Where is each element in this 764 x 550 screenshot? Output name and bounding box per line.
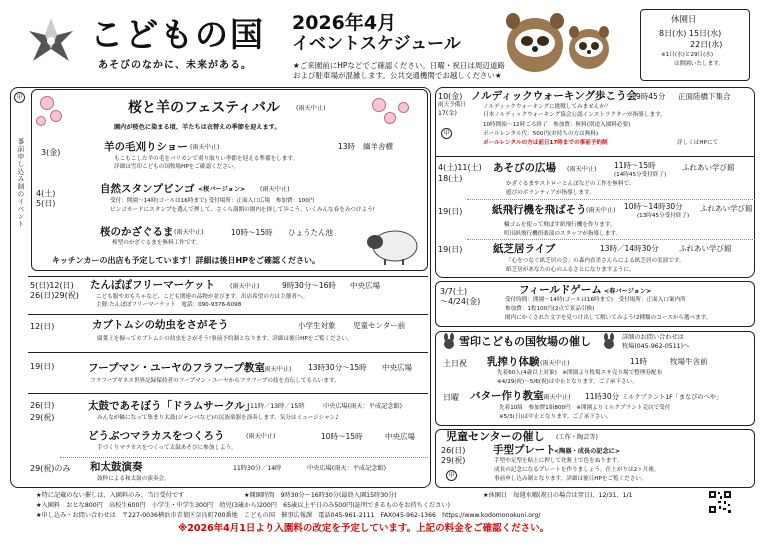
title-sub: イベントスケジュール	[292, 34, 461, 54]
field-d2: 参加費：1枚100円(2点で景品引換)	[505, 306, 595, 312]
row6-date: 29(祝)のみ	[30, 464, 71, 473]
farm-e1-d2: ※4/29(祝)～5/6(祝)は中止となります。ご了承下さい。	[497, 379, 638, 385]
fest-ev1-date: 3(金)	[41, 148, 61, 157]
row5-d1: 手づくりマラカスをつくって太鼓あそびに参加しよう。	[97, 445, 237, 451]
fest-kitchen: キッチンカーの出店も予定しています！詳細は後日HPをご確認ください。	[52, 256, 320, 265]
farm-e2-d2: ※5/3(日)は中止となります。ご了承下さい。	[499, 414, 612, 420]
center-title: 児童センターの催し	[446, 430, 545, 443]
row1-d2: 主催:たんぽぽフリーマーケット 電話：090-9376-6098	[96, 302, 242, 308]
farm-e2-place: ミルクプラント1F「まなびのへや」	[622, 394, 723, 401]
fest-ev1-d2: 詳細は雪印こどもの国牧場HPをご確認ください。	[114, 164, 240, 170]
play-sub: (14時45分受付終了)	[614, 172, 667, 178]
live-d2: 紙芝居があなたの心のふるさとになりますように。	[506, 267, 635, 273]
walk-d3: 10時開始～12時ごろ終了 参加費：無料(別途入園料必要)	[483, 122, 631, 128]
footer-l1b: ★開園時間 9時30分～16時30分(最終入園15時30分)	[244, 492, 397, 499]
fest-ev3-rain: (雨天中止)	[174, 229, 204, 236]
play-d1: かざぐるまやストローとんぼなどの工作を無料で、	[506, 181, 635, 187]
festival-rain: (雨天中止)	[296, 105, 326, 112]
walk-d4: ポールレンタル代：500円(お持ちの方は無料)	[483, 131, 599, 137]
field-title: フィールドゲーム	[519, 284, 602, 296]
row1-time: 9時30分～16時	[282, 281, 336, 290]
play-rain: (雨天中止)	[567, 166, 597, 173]
right-marker-icon: 申	[441, 128, 452, 139]
plane-d2: 町田紙飛行機倶楽部のスタッフが指導します。	[504, 231, 622, 237]
row2-place: 児童センター前	[353, 321, 406, 330]
live-title: 紙芝居ライブ	[493, 243, 556, 255]
holiday-line1: 8日(水) 15日(水)	[659, 29, 722, 38]
fest-ev2-title: 自然スタンプビンゴ	[100, 183, 195, 195]
row2-time: 小学生対象	[298, 321, 336, 330]
row6-place: 中央広場(雨天：平成記念館)	[307, 465, 387, 472]
notice-line1: ★ご来園前にHPなどでご確認ください。日曜・祝日は周辺道路	[293, 61, 505, 70]
holiday-line2: 22日(水)	[690, 40, 723, 49]
festival-box	[31, 89, 428, 271]
row1-date: 5(日)12(日)	[30, 281, 74, 290]
farm-e1-rain: (雨天中止)	[540, 360, 570, 367]
qr-code-icon	[708, 490, 732, 514]
center-date2: 29(祝)	[441, 456, 466, 465]
walk-d5: ポールレンタルの方は前日17時までの事前予約制	[483, 140, 608, 146]
walk-date: 10(金)	[438, 92, 463, 101]
center-date: 26(日)	[441, 446, 466, 455]
fest-ev2-date1: 4(土)	[36, 189, 56, 198]
plane-title: 紙飛行機を飛ばそう	[492, 204, 587, 216]
row5-rain: (雨天中止)	[246, 433, 276, 440]
row2-d1: 腐葉土を掘ってカブトムシの幼虫をさがそう!事前予約制となります。詳細は後日HPをご覧ください。	[97, 336, 353, 342]
row3-date: 19(日)	[30, 362, 55, 371]
walk-place: 正面陸橋下集合	[678, 92, 731, 101]
live-date: 19(日)	[438, 245, 463, 254]
play-date2: 18(土)	[438, 174, 463, 183]
fest-ev2-d2: ビンゴカードにスタンプを選んで押して、さくら満開の園内を探して歩こう。いくみんな春をみつけよう!	[110, 207, 375, 213]
walk-d2: 日本ノルディックウォーキング協会公認インストラクターが指導します。	[483, 112, 666, 118]
walk-title: ノルディックウォーキング歩こう会	[471, 90, 638, 102]
row1-place: 中央広場	[350, 281, 380, 290]
farm-e2-title: バター作り教室	[470, 390, 544, 402]
fest-ev1-title: 羊の毛刈りショー	[104, 141, 188, 153]
field-tag: <春バージョン>	[604, 288, 652, 295]
center-d3: 事前申し込み制となります。詳細は後日HPをご覧ください。	[494, 476, 647, 482]
field-d3: 園内にかくされた文字を見つけ出して解いてみよう!2種類のコースから選べます。	[505, 315, 712, 321]
sheep-icon	[365, 226, 421, 266]
footer-l3: ★申し込み・お問い合わせは 〒227-0036横浜市青葉区奈良町700番地 こどもの国 催事広報課 電話045-961-2111 FAX045-962-1366 https://www.kodomonokuni.org/	[36, 512, 541, 519]
sidebar-vertical-label: 事前申し込み制のイベント	[16, 138, 25, 228]
holiday-box	[640, 9, 750, 81]
festival-desc: 園内が桜色に染まる頃、羊たちは衣替えの季節を迎えます。	[114, 124, 281, 131]
row6-time: 11時30分／14時	[233, 465, 282, 472]
fest-ev1-place: 緬羊舎横	[363, 142, 393, 151]
row1-date2: 26(日)29(祝)	[30, 291, 79, 300]
tagline: あそびのなかに、未来がある。	[98, 60, 252, 71]
play-d2: 遊びのボランティアが指導します。	[506, 190, 595, 196]
row4-d1: みんなが輪になって集まり太鼓(ジャンベなど)の民族楽器を演奏します。気分はミュージシャン♪	[97, 415, 339, 421]
walk-d6: 詳しくはHPにて	[677, 140, 719, 146]
row3-rain: (雨天中止)	[262, 366, 292, 373]
center-tag: <陶器・成長の記念に>	[554, 448, 621, 455]
logo-star-icon	[27, 17, 75, 65]
farm-e1-time: 11時	[630, 357, 648, 366]
play-place: ふれあい学び館	[682, 163, 735, 172]
center-sub: (工作・陶芸等)	[556, 434, 598, 441]
field-d1: 受付時間：開園～14時(ゴールは16時まで) 受付場所：正面入口案内所	[505, 297, 686, 303]
row5-place: 中央広場	[385, 432, 415, 441]
row4-title: 太鼓であそぼう「ドラムサークル」	[88, 400, 256, 412]
center-ev: 手型プレート	[493, 444, 556, 456]
fest-ev2-d1: 受付：開園～14時(ゴールは16時まで) 受付場所：正面入口広場 参加費：100円	[110, 198, 315, 204]
row5-time: 10時～15時	[321, 432, 363, 441]
field-date: 3/7(土)	[440, 287, 468, 296]
plane-d1: 輪ゴムを使って飛ばす紙飛行機を作ります。	[504, 222, 616, 228]
center-d1: 手型や足型を粘土に押して化粧土で色をぬります。	[494, 458, 623, 464]
row4-time: 11時／13時／15時	[250, 403, 305, 410]
row4-date2: 29(祝)	[30, 413, 55, 422]
row3-time: 13時30分～15時	[308, 363, 367, 372]
fest-ev1-d1: もこもこした羊の毛をバリカンで刈り取りい季節を迎える準備をします。	[114, 156, 299, 162]
farm-e1-place: 牧場牛舎前	[670, 357, 708, 366]
footer-l2: ★入園料 おとな800円 高校生600円 小学生・中学生300円 幼児(3歳から)200円 65歳以上平日のみ500円(証明できるものをお持ちください)	[36, 502, 450, 509]
play-time: 11時～15時	[614, 161, 656, 170]
plane-rain: (雨天中止)	[586, 207, 616, 214]
row5-title: どうぶつマラカスをつくろう	[88, 430, 225, 442]
row1-d1: こども服やおもちゃなど、こども関連の品物が並びます。出店希望の方は主催者へ。	[96, 294, 309, 300]
row2-title: カブトムシの幼虫をさがそう	[92, 319, 229, 331]
fest-ev3-place: ひょうたん池	[288, 228, 333, 237]
farm-e2-d1: 先着10組 参加費1組800円 ※開園よりミルクプラント売店で受付	[499, 405, 671, 411]
row3-place: 中央広場	[382, 363, 412, 372]
plane-time: 10時～14時30分	[624, 202, 683, 211]
festival-title: 桜と羊のフェスティバル	[128, 100, 280, 116]
row3-title: フープマン・ユーヤのフラフープ教室	[88, 362, 265, 374]
row6-title: 和太鼓演奏	[90, 461, 143, 473]
walk-sub2: 17(金)	[438, 110, 457, 117]
fest-ev2-rain: (雨天中止)	[260, 186, 290, 193]
title-year: 2026年4月	[292, 12, 397, 34]
row4-place: 中央広場(雨天：平成記念館)	[323, 403, 403, 410]
farm-title: 雪印こどもの国牧場の催し	[459, 335, 591, 348]
play-date: 4(土)11(土)	[438, 163, 482, 172]
tanuki-mascot-icon	[497, 5, 617, 75]
farm-info2: 牧場(045-962-0511)へ	[622, 343, 690, 350]
holiday-note1: ※1日(水)と29日(水)	[661, 52, 714, 58]
live-time: 13時／14時30分	[600, 244, 659, 253]
walk-time: 9時45分	[636, 92, 666, 101]
fest-ev1-rain: (雨天中止)	[190, 144, 220, 151]
fest-ev3-title: 桜のかざぐるま	[100, 226, 174, 238]
row2-date: 12(日)	[30, 322, 55, 331]
row1-rain: (雨天中止)	[230, 283, 260, 290]
fest-ev3-time: 10時～15時	[231, 228, 273, 237]
logo-text: こどもの国	[90, 15, 265, 54]
center-d2: 成長の記念になるプレートを作りましょう。仕上がりは2ヶ月後。	[494, 467, 660, 473]
farm-e2-time: 11時30分	[585, 392, 620, 401]
walk-sub1: 雨天予備日	[438, 102, 466, 108]
rabbit-icon	[602, 333, 616, 349]
field-date2: ～4/24(金)	[440, 297, 481, 306]
footer-l1a: ★特に記載のない催しは、入園料のみ、当日受付です	[36, 492, 185, 499]
farm-e1-date: 土日祝	[443, 359, 467, 368]
farm-e2-rain: (雨天中止)	[541, 394, 571, 401]
farm-info1: 詳細のお問い合わせは	[622, 334, 684, 341]
farm-e1-d1: 先着60人(4歳以上対象) ※開園より牧場エサ売り場で整理券配布	[497, 370, 663, 376]
rabbit-icon	[442, 333, 456, 349]
footer-l1c: ★休園日 毎週水曜(祝日の場合は翌日)、12/31、1/1	[483, 492, 633, 499]
notice-line2: および駐車場が混雑します。公共交通機関でお越しください★	[293, 71, 502, 80]
row1-title: たんぽぽフリーマーケット	[90, 279, 216, 291]
fest-ev3-d1: 桜型のかざぐるまを無料工作です。	[112, 240, 202, 246]
walk-d1: ノルディックウォーキングに挑戦してみませんか？	[483, 104, 611, 110]
fest-ev1-time: 13時	[338, 142, 356, 151]
row3-d1: フラフープギネス世界記録保持者のフープマン・ユーヤからフラフープの技を直伝してもらいます。	[90, 378, 340, 384]
live-d1: 「心をつなぐ紙芝居の会」の森内直美さんらによる紙芝居の実演です。	[506, 258, 685, 264]
row4-date: 26(日)	[30, 401, 55, 410]
holiday-title: 休園日	[671, 15, 697, 25]
live-place: ふれあい学び館	[679, 244, 732, 253]
farm-e2-date: 日曜	[443, 393, 459, 402]
farm-e1-title: 乳搾り体験	[487, 356, 540, 368]
holiday-note2: は開園いたします。	[674, 61, 724, 67]
sidebar-marker-icon: 申	[14, 92, 25, 103]
footer-final: ※2026年4月1日より入園料の改定を予定しています。上記の料金をご確認ください。	[178, 523, 550, 534]
play-title: あそびの広場	[493, 162, 556, 174]
fest-ev2-tag: <桜バージョン>	[198, 186, 246, 193]
plane-place: ふれあい学び館	[700, 204, 753, 213]
plane-date: 19(日)	[438, 207, 463, 216]
center-marker-icon: 申	[446, 470, 457, 481]
row6-d1: 鼓粋による和太鼓の演奏会。	[97, 476, 170, 482]
plane-sub: (13時45分受付終了)	[637, 213, 690, 219]
fest-ev2-date2: 5(日)	[36, 199, 56, 208]
